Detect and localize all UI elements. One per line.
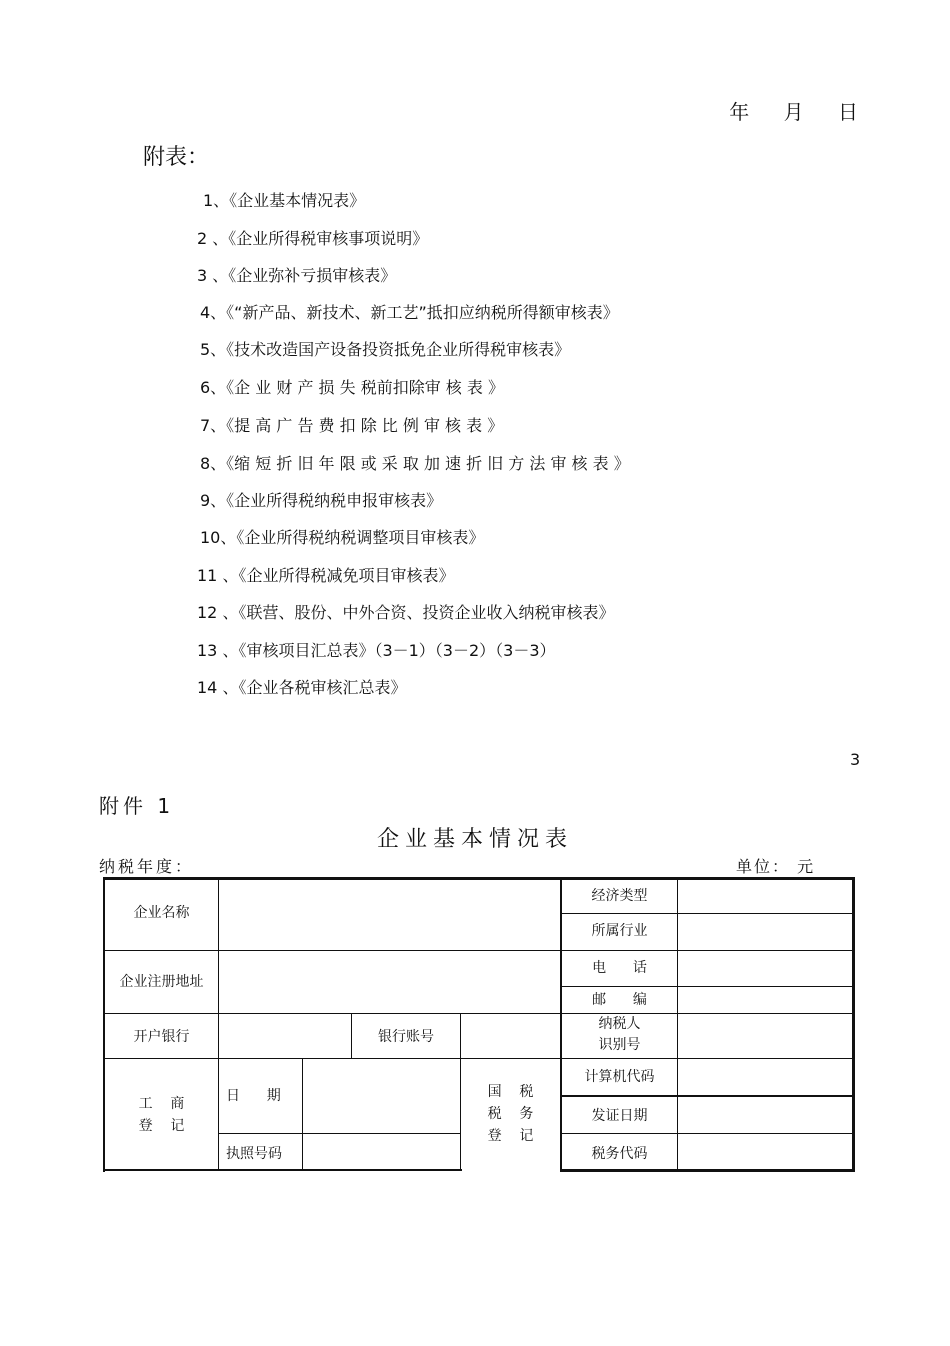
label-issue-date: 发证日期 [591,1108,648,1124]
label-biz-registration: 工 商 登 记 [138,1096,185,1134]
date-line [701,96,858,125]
list-item: 7、《提 高 广 告 费 扣 除 比 例 审 核 表 》 [200,416,504,435]
table-hline [560,1133,854,1134]
table-hline [218,1133,461,1134]
date-year: 年 [729,100,750,124]
label-postcode: 邮 编 [592,992,647,1008]
list-item: 14 、《企业各税审核汇总表》 [197,678,407,697]
table-hline [104,1013,854,1014]
label-taxpayer-id: 纳税人 识别号 [598,1016,641,1053]
table-border-right [852,877,855,1172]
date-month: 月 [783,100,804,124]
list-item: 4、《“新产品、新技术、新工艺”抵扣应纳税所得额审核表》 [200,303,619,322]
attachment-title: 附件 1 [99,794,175,818]
label-bank: 开户银行 [133,1029,190,1045]
list-item: 12 、《联营、股份、中外合资、投资企业收入纳税审核表》 [197,603,615,622]
date-day: 日 [838,100,858,124]
table-hline [104,950,854,951]
list-item: 2 、《企业所得税审核事项说明》 [197,229,429,248]
table-hline [560,913,854,914]
label-license-no: 执照号码 [226,1146,282,1162]
table-hline [560,986,854,987]
label-tax-registration: 国 税 税 务 登 记 [487,1084,534,1144]
table-border-bottom-left [103,1169,462,1171]
table-vline [677,878,678,1170]
list-item: 5、《技术改造国产设备投资抵免企业所得税审核表》 [200,340,571,359]
label-date: 日 期 [226,1088,281,1104]
page-number: 3 [850,750,861,769]
label-tax-code: 税务代码 [591,1146,648,1162]
label-industry: 所属行业 [591,923,648,939]
label-economic-type: 经济类型 [591,888,648,904]
list-item: 11 、《企业所得税减免项目审核表》 [197,566,455,585]
label-reg-address: 企业注册地址 [119,974,204,990]
label-computer-code: 计算机代码 [584,1069,655,1085]
table-vline [302,1058,303,1170]
label-bank-account: 银行账号 [378,1029,434,1045]
table-hline [104,1058,854,1059]
table-border-top [103,877,855,880]
list-item: 13 、《审核项目汇总表》（3－1）（3－2）（3－3） [197,641,556,660]
label-company-name: 企业名称 [133,905,190,921]
list-item: 9、《企业所得税纳税申报审核表》 [200,491,443,510]
list-item: 1、《企业基本情况表》 [203,191,366,210]
list-item: 6、《企 业 财 产 损 失 税前扣除审 核 表 》 [200,378,504,397]
label-phone: 电 话 [592,960,647,976]
tax-year-label: 纳税年度： [99,857,195,876]
form-title: 企业基本情况表 [376,827,573,852]
list-item: 8、《缩 短 折 旧 年 限 或 采 取 加 速 折 旧 方 法 审 核 表 》 [200,454,630,473]
table-vline [218,878,219,1170]
appendix-title: 附表： [143,145,210,170]
list-item: 3 、《企业弥补亏损审核表》 [197,266,397,285]
table-hline [560,1095,854,1097]
list-item: 10、《企业所得税纳税调整项目审核表》 [200,528,485,547]
unit-label: 单位： 元 [736,857,816,876]
table-border-bottom-right [560,1169,855,1172]
